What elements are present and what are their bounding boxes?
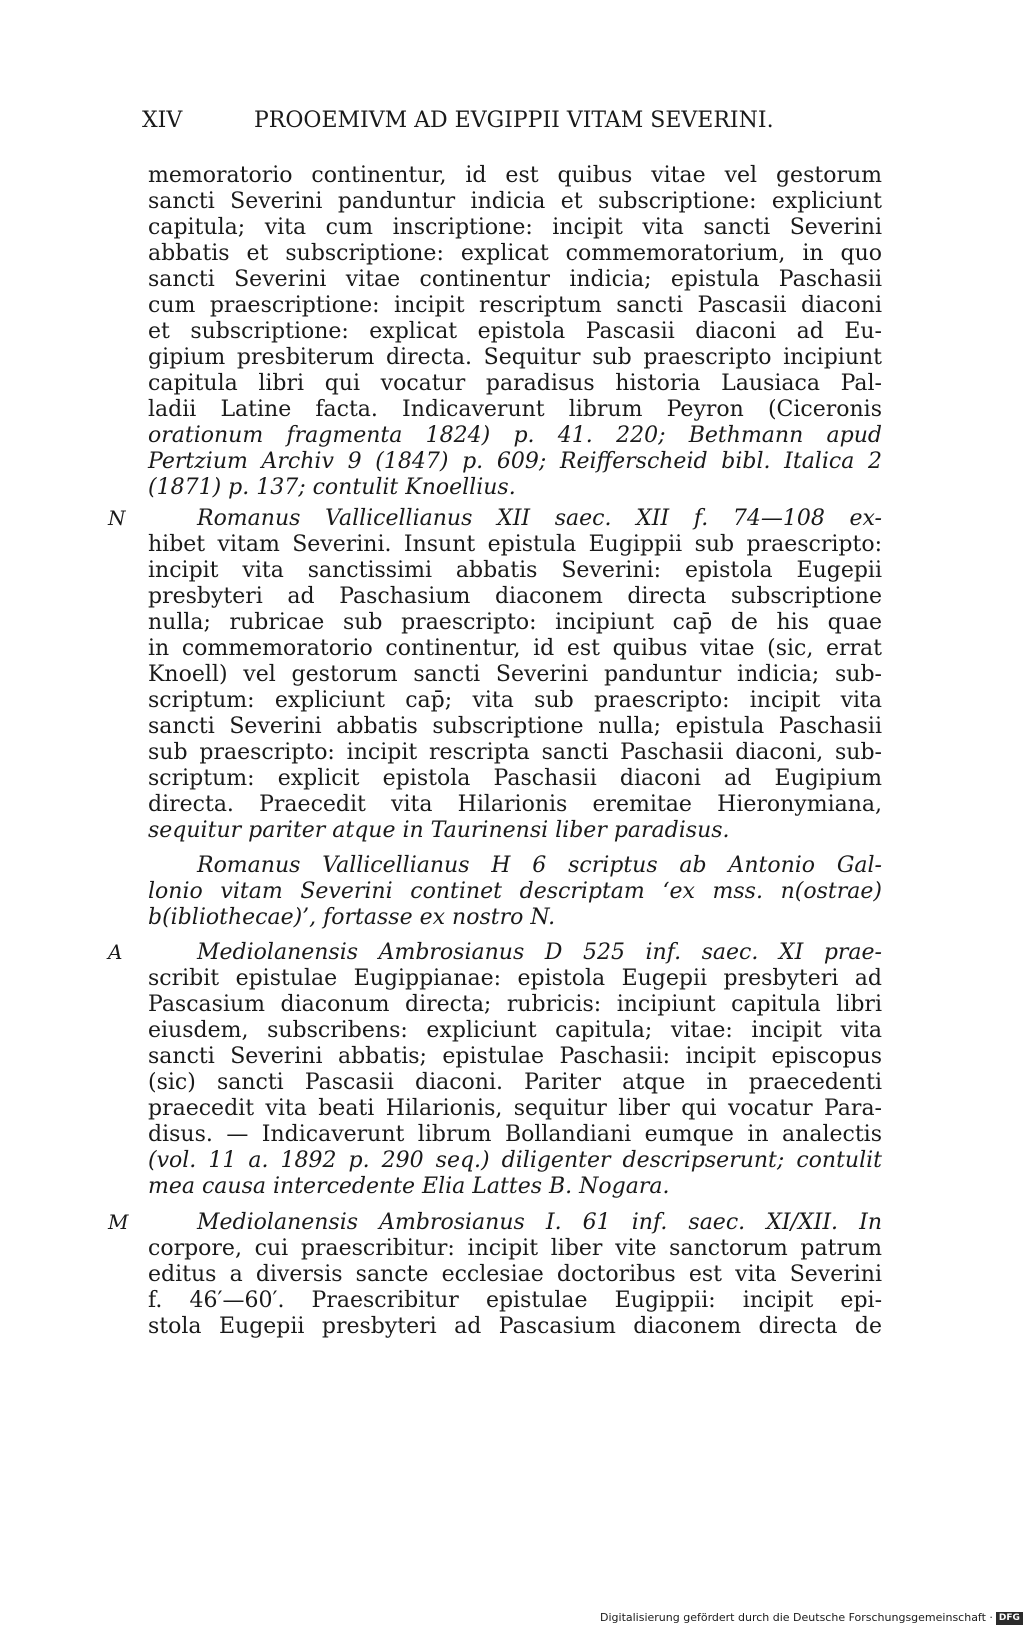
running-title: PROOEMIVM AD EVGIPPII VITAM SEVERINI. [254, 108, 774, 133]
text-line: sequitur pariter atque in Taurinensi liber paradisus. [148, 818, 730, 843]
page-number: XIV [142, 108, 183, 133]
text-line: scriptum: explicit epistola Paschasii diaconi ad Eugipium [148, 766, 882, 791]
text-line: nulla; rubricae sub praescripto: incipiunt cap̄ de his quae [148, 610, 882, 635]
text-line: et subscriptione: explicat epistola Pascasii diaconi ad Eu- [148, 319, 882, 344]
digitization-footer [600, 1610, 1020, 1626]
text-line: Pascasium diaconum directa; rubricis: incipiunt capitula libri [148, 992, 882, 1017]
text-line: praecedit vita beati Hilarionis, sequitur liber qui vocatur Para- [148, 1096, 882, 1121]
page-header [142, 108, 876, 140]
text-line: disus. — Indicaverunt librum Bollandiani eumque in analectis [148, 1122, 882, 1147]
text-line: corpore, cui praescribitur: incipit liber vite sanctorum patrum [148, 1236, 882, 1261]
text-line: sancti Severini panduntur indicia et subscriptione: expliciunt [148, 189, 882, 214]
text-line: editus a diversis sancte ecclesiae doctoribus est vita Severini [148, 1262, 882, 1287]
text-line: (vol. 11 a. 1892 p. 290 seq.) diligenter descripserunt; contulit [148, 1148, 882, 1173]
text-line: scriptum: expliciunt cap̄; vita sub praescripto: incipit vita [148, 688, 882, 713]
text-line: ladii Latine facta. Indicaverunt librum Peyron (Ciceronis [148, 397, 882, 422]
footer-text: Digitalisierung gefördert durch die Deutsche Forschungsgemeinschaft · [600, 1611, 993, 1624]
text-line: in commemoratorio continentur, id est quibus vitae (sic, errat [148, 636, 882, 661]
text-line: (1871) p. 137; contulit Knoellius. [148, 475, 516, 500]
text-line: sancti Severini abbatis subscriptione nulla; epistula Paschasii [148, 714, 882, 739]
manuscript-siglum-m: M [108, 1210, 129, 1234]
text-line: sub praescripto: incipit rescripta sancti Paschasii diaconi, sub- [148, 740, 882, 765]
text-line: stola Eugepii presbyteri ad Pascasium diaconem directa de [148, 1314, 882, 1339]
text-line: Romanus Vallicellianus H 6 scriptus ab Antonio Gal- [197, 853, 882, 878]
dfg-logo-icon: DFG [996, 1612, 1023, 1625]
text-line: capitula; vita cum inscriptione: incipit vita sancti Severini [148, 215, 882, 240]
text-line: Knoell) vel gestorum sancti Severini panduntur indicia; sub- [148, 662, 882, 687]
text-line: gipium presbiterum directa. Sequitur sub praescripto incipiunt [148, 345, 882, 370]
text-line: memoratorio continentur, id est quibus vitae vel gestorum [148, 163, 882, 188]
text-line: orationum fragmenta 1824) p. 41. 220; Bethmann apud [148, 423, 882, 448]
text-line: sancti Severini abbatis; epistulae Paschasii: incipit episcopus [148, 1044, 882, 1069]
text-line: Mediolanensis Ambrosianus D 525 inf. saec. XI prae- [197, 940, 882, 965]
text-line: incipit vita sanctissimi abbatis Severini: epistola Eugepii [148, 558, 882, 583]
manuscript-siglum-a: A [108, 940, 123, 964]
text-line: sancti Severini vitae continentur indicia; epistula Paschasii [148, 267, 882, 292]
text-line: presbyteri ad Paschasium diaconem directa subscriptione [148, 584, 882, 609]
text-line: Romanus Vallicellianus XII saec. XII f. 74—108 ex- [197, 506, 882, 531]
manuscript-siglum-n: N [108, 506, 126, 530]
text-line: hibet vitam Severini. Insunt epistula Eugippii sub praescripto: [148, 532, 882, 557]
text-line: mea causa intercedente Elia Lattes B. Nogara. [148, 1174, 670, 1199]
text-line: (sic) sancti Pascasii diaconi. Pariter atque in praecedenti [148, 1070, 882, 1095]
text-line: directa. Praecedit vita Hilarionis eremitae Hieronymiana, [148, 792, 882, 817]
text-line: eiusdem, subscribens: expliciunt capitula; vitae: incipit vita [148, 1018, 882, 1043]
text-line: f. 46′—60′. Praescribitur epistulae Eugippii: incipit epi- [148, 1288, 882, 1313]
text-line: capitula libri qui vocatur paradisus historia Lausiaca Pal- [148, 371, 882, 396]
text-line: Mediolanensis Ambrosianus I. 61 inf. saec. XI/XII. In [197, 1210, 882, 1235]
text-line: scribit epistulae Eugippianae: epistola Eugepii presbyteri ad [148, 966, 882, 991]
text-line: Pertzium Archiv 9 (1847) p. 609; Reifferscheid bibl. Italica 2 [148, 449, 882, 474]
text-line: lonio vitam Severini continet descriptam ‘ex mss. n(ostrae) [148, 879, 882, 904]
text-line: cum praescriptione: incipit rescriptum sancti Pascasii diaconi [148, 293, 882, 318]
text-line: b(ibliothecae)’, fortasse ex nostro N. [148, 905, 556, 930]
text-line: abbatis et subscriptione: explicat commemoratorium, in quo [148, 241, 882, 266]
